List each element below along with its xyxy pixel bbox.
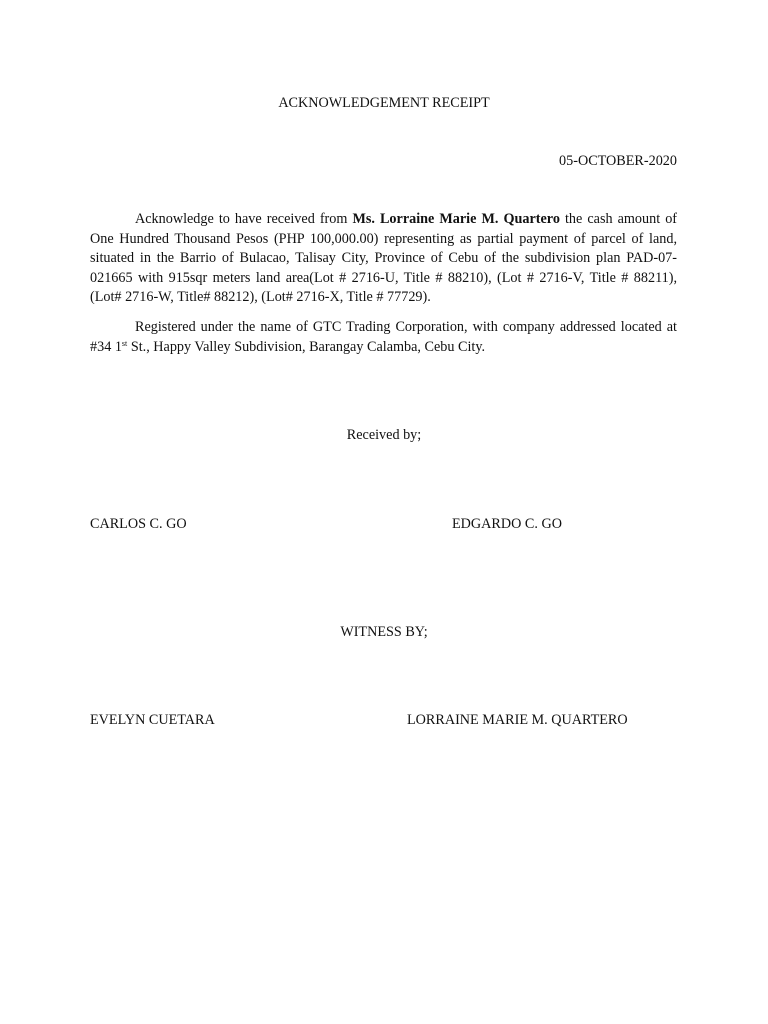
- paragraph-body-text: the cash amount of One Hundred Thousand Pesos (PHP 100,000.00) representing as partial payment of parcel of land, situated in the Barrio of Bulacao, Talisay City, Province of Cebu of the subdivision plan PAD-07-021665 with 915sqr meters land area(Lot # 2716-U, Title # 88210), (Lot # 2716-V, Title # 88211), (Lot# 2716-W, Title# 88212), (Lot# 2716-X, Title # 77729).: [90, 211, 678, 305]
- document-title: ACKNOWLEDGEMENT RECEIPT: [278, 95, 490, 111]
- witness-name: LORRAINE MARIE M. QUARTERO: [407, 712, 628, 728]
- receiver-name: CARLOS C. GO: [90, 516, 187, 532]
- payer-name: Ms. Lorraine Marie M. Quartero: [352, 211, 560, 227]
- paragraph-lead-text: Acknowledge to have received from: [135, 211, 353, 227]
- registration-paragraph: [90, 318, 677, 357]
- receipt-date: 05-OCTOBER-2020: [559, 153, 677, 169]
- ordinal-superscript: st: [121, 338, 128, 348]
- payment-paragraph: [90, 210, 677, 308]
- witness-by-label: WITNESS BY;: [340, 624, 428, 640]
- receiver-name: EDGARDO C. GO: [452, 516, 562, 532]
- received-by-label: Received by;: [346, 427, 422, 443]
- registration-text-end: St., Happy Valley Subdivision, Barangay Calamba, Cebu City.: [127, 338, 486, 355]
- registration-text-start: Registered under the name of GTC Trading Corporation, with company addressed located at #34 1: [90, 319, 677, 355]
- witness-name: EVELYN CUETARA: [90, 712, 215, 728]
